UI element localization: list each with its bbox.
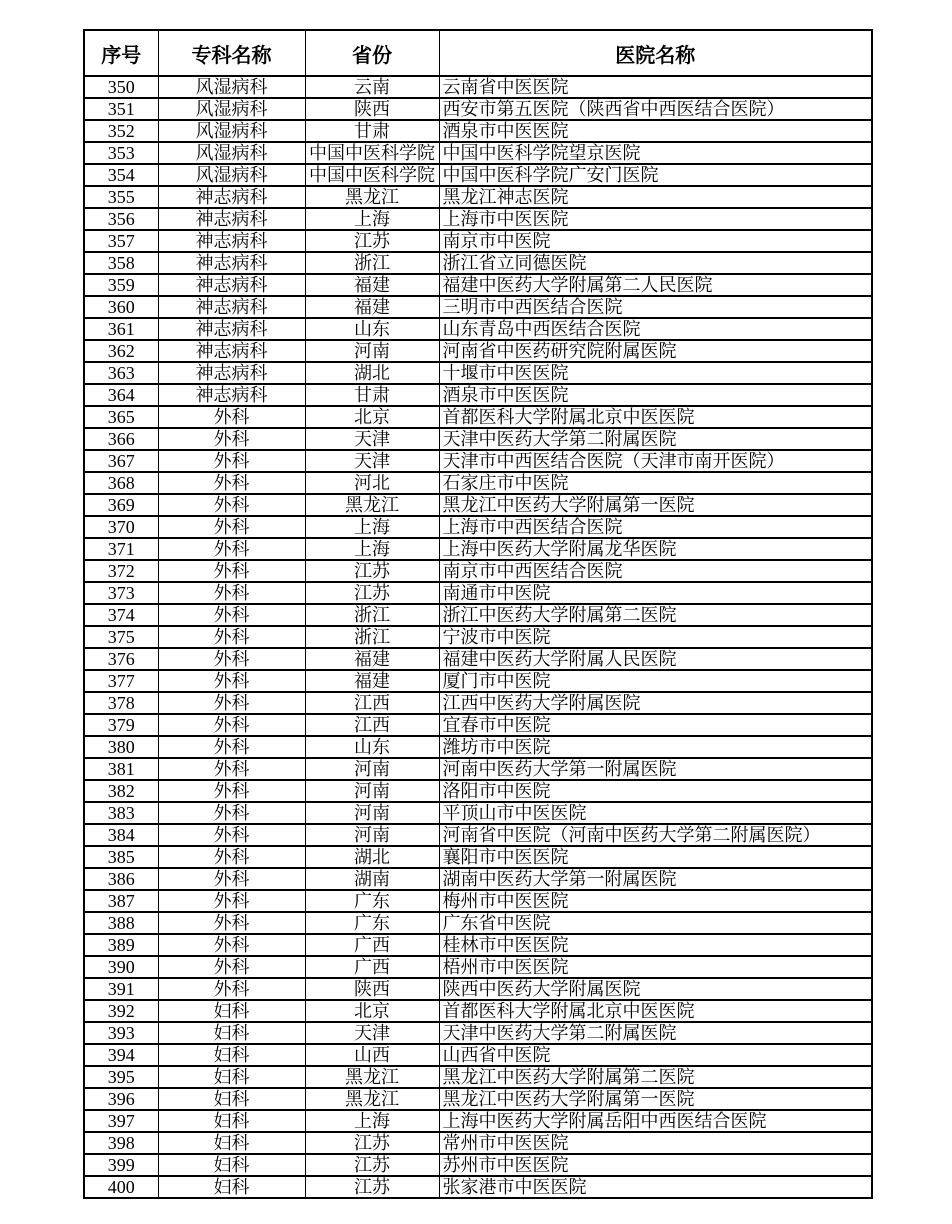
table-row bbox=[84, 318, 872, 340]
cell-specialty: 神志病科 bbox=[158, 340, 305, 362]
cell-hospital: 西安市第五医院（陕西省中西医结合医院） bbox=[439, 98, 872, 120]
cell-specialty: 外科 bbox=[158, 824, 305, 846]
cell-index: 360 bbox=[84, 296, 158, 318]
table-row bbox=[84, 494, 872, 516]
cell-province: 江苏 bbox=[305, 1176, 439, 1198]
cell-hospital: 南通市中医院 bbox=[439, 582, 872, 604]
cell-specialty: 外科 bbox=[158, 538, 305, 560]
table-row bbox=[84, 296, 872, 318]
table-row bbox=[84, 428, 872, 450]
cell-hospital: 宜春市中医院 bbox=[439, 714, 872, 736]
cell-province: 河南 bbox=[305, 802, 439, 824]
cell-province: 上海 bbox=[305, 208, 439, 230]
cell-hospital: 酒泉市中医医院 bbox=[439, 120, 872, 142]
cell-hospital: 石家庄市中医院 bbox=[439, 472, 872, 494]
table-row bbox=[84, 1154, 872, 1176]
table-row bbox=[84, 516, 872, 538]
cell-hospital: 云南省中医医院 bbox=[439, 76, 872, 98]
table-row bbox=[84, 714, 872, 736]
table-row bbox=[84, 230, 872, 252]
table-row bbox=[84, 142, 872, 164]
cell-province: 黑龙江 bbox=[305, 1088, 439, 1110]
table-row bbox=[84, 868, 872, 890]
cell-index: 375 bbox=[84, 626, 158, 648]
table-row bbox=[84, 406, 872, 428]
cell-province: 天津 bbox=[305, 450, 439, 472]
cell-hospital: 梧州市中医医院 bbox=[439, 956, 872, 978]
cell-hospital: 宁波市中医院 bbox=[439, 626, 872, 648]
cell-hospital: 苏州市中医医院 bbox=[439, 1154, 872, 1176]
cell-province: 湖北 bbox=[305, 362, 439, 384]
cell-specialty: 妇科 bbox=[158, 1110, 305, 1132]
table-row bbox=[84, 1110, 872, 1132]
cell-specialty: 外科 bbox=[158, 912, 305, 934]
cell-specialty: 外科 bbox=[158, 494, 305, 516]
table-row bbox=[84, 1022, 872, 1044]
cell-hospital: 厦门市中医院 bbox=[439, 670, 872, 692]
cell-province: 江西 bbox=[305, 714, 439, 736]
cell-province: 陕西 bbox=[305, 98, 439, 120]
cell-hospital: 黑龙江神志医院 bbox=[439, 186, 872, 208]
cell-province: 山东 bbox=[305, 736, 439, 758]
cell-index: 354 bbox=[84, 164, 158, 186]
cell-specialty: 外科 bbox=[158, 714, 305, 736]
hospital-list-table bbox=[83, 29, 873, 1199]
cell-province: 广东 bbox=[305, 890, 439, 912]
cell-hospital: 广东省中医院 bbox=[439, 912, 872, 934]
cell-hospital: 黑龙江中医药大学附属第一医院 bbox=[439, 494, 872, 516]
table-row bbox=[84, 934, 872, 956]
cell-index: 379 bbox=[84, 714, 158, 736]
table-row bbox=[84, 824, 872, 846]
cell-index: 350 bbox=[84, 76, 158, 98]
cell-province: 北京 bbox=[305, 1000, 439, 1022]
cell-province: 黑龙江 bbox=[305, 1066, 439, 1088]
cell-index: 355 bbox=[84, 186, 158, 208]
cell-index: 394 bbox=[84, 1044, 158, 1066]
cell-hospital: 天津市中西医结合医院（天津市南开医院） bbox=[439, 450, 872, 472]
cell-hospital: 中国中医科学院望京医院 bbox=[439, 142, 872, 164]
cell-specialty: 外科 bbox=[158, 846, 305, 868]
cell-specialty: 妇科 bbox=[158, 1044, 305, 1066]
cell-hospital: 黑龙江中医药大学附属第一医院 bbox=[439, 1088, 872, 1110]
cell-hospital: 平顶山市中医医院 bbox=[439, 802, 872, 824]
cell-hospital: 天津中医药大学第二附属医院 bbox=[439, 428, 872, 450]
cell-specialty: 神志病科 bbox=[158, 384, 305, 406]
cell-province: 湖南 bbox=[305, 868, 439, 890]
cell-hospital: 桂林市中医医院 bbox=[439, 934, 872, 956]
cell-province: 湖北 bbox=[305, 846, 439, 868]
cell-province: 中国中医科学院 bbox=[305, 142, 439, 164]
table-row bbox=[84, 538, 872, 560]
cell-index: 377 bbox=[84, 670, 158, 692]
cell-hospital: 上海中医药大学附属岳阳中西医结合医院 bbox=[439, 1110, 872, 1132]
cell-index: 362 bbox=[84, 340, 158, 362]
cell-index: 393 bbox=[84, 1022, 158, 1044]
cell-province: 黑龙江 bbox=[305, 186, 439, 208]
table-row bbox=[84, 340, 872, 362]
cell-hospital: 江西中医药大学附属医院 bbox=[439, 692, 872, 714]
cell-province: 甘肃 bbox=[305, 120, 439, 142]
cell-province: 福建 bbox=[305, 648, 439, 670]
table-row bbox=[84, 758, 872, 780]
cell-hospital: 张家港市中医医院 bbox=[439, 1176, 872, 1198]
table-row bbox=[84, 1132, 872, 1154]
cell-specialty: 妇科 bbox=[158, 1132, 305, 1154]
table-row bbox=[84, 120, 872, 142]
table-row bbox=[84, 626, 872, 648]
cell-province: 天津 bbox=[305, 428, 439, 450]
cell-province: 河南 bbox=[305, 824, 439, 846]
cell-index: 382 bbox=[84, 780, 158, 802]
cell-hospital: 福建中医药大学附属第二人民医院 bbox=[439, 274, 872, 296]
cell-specialty: 外科 bbox=[158, 956, 305, 978]
cell-specialty: 外科 bbox=[158, 736, 305, 758]
cell-hospital: 陕西中医药大学附属医院 bbox=[439, 978, 872, 1000]
header-province: 省份 bbox=[305, 30, 439, 76]
cell-index: 371 bbox=[84, 538, 158, 560]
cell-specialty: 外科 bbox=[158, 692, 305, 714]
cell-province: 广西 bbox=[305, 956, 439, 978]
cell-index: 374 bbox=[84, 604, 158, 626]
cell-index: 358 bbox=[84, 252, 158, 274]
cell-specialty: 神志病科 bbox=[158, 296, 305, 318]
cell-specialty: 外科 bbox=[158, 890, 305, 912]
cell-specialty: 妇科 bbox=[158, 1176, 305, 1198]
cell-hospital: 山东青岛中西医结合医院 bbox=[439, 318, 872, 340]
cell-hospital: 河南省中医院（河南中医药大学第二附属医院） bbox=[439, 824, 872, 846]
cell-specialty: 妇科 bbox=[158, 1154, 305, 1176]
table-row bbox=[84, 252, 872, 274]
cell-specialty: 外科 bbox=[158, 648, 305, 670]
cell-specialty: 外科 bbox=[158, 582, 305, 604]
cell-hospital: 洛阳市中医院 bbox=[439, 780, 872, 802]
cell-province: 上海 bbox=[305, 1110, 439, 1132]
table-row bbox=[84, 846, 872, 868]
cell-hospital: 南京市中西医结合医院 bbox=[439, 560, 872, 582]
table-row bbox=[84, 1066, 872, 1088]
cell-province: 河南 bbox=[305, 780, 439, 802]
cell-province: 云南 bbox=[305, 76, 439, 98]
cell-index: 390 bbox=[84, 956, 158, 978]
table-row bbox=[84, 890, 872, 912]
cell-index: 363 bbox=[84, 362, 158, 384]
cell-specialty: 神志病科 bbox=[158, 252, 305, 274]
cell-index: 352 bbox=[84, 120, 158, 142]
table-row bbox=[84, 648, 872, 670]
table-row bbox=[84, 186, 872, 208]
table-row bbox=[84, 164, 872, 186]
cell-specialty: 外科 bbox=[158, 802, 305, 824]
cell-index: 376 bbox=[84, 648, 158, 670]
table-row bbox=[84, 736, 872, 758]
table-row bbox=[84, 1000, 872, 1022]
table-row bbox=[84, 802, 872, 824]
cell-specialty: 外科 bbox=[158, 472, 305, 494]
cell-hospital: 黑龙江中医药大学附属第二医院 bbox=[439, 1066, 872, 1088]
cell-index: 369 bbox=[84, 494, 158, 516]
cell-specialty: 风湿病科 bbox=[158, 98, 305, 120]
cell-index: 385 bbox=[84, 846, 158, 868]
cell-index: 370 bbox=[84, 516, 158, 538]
cell-hospital: 首都医科大学附属北京中医医院 bbox=[439, 1000, 872, 1022]
table-row bbox=[84, 956, 872, 978]
cell-specialty: 风湿病科 bbox=[158, 164, 305, 186]
cell-specialty: 神志病科 bbox=[158, 318, 305, 340]
table-row bbox=[84, 208, 872, 230]
cell-specialty: 神志病科 bbox=[158, 362, 305, 384]
cell-province: 河南 bbox=[305, 758, 439, 780]
cell-specialty: 外科 bbox=[158, 428, 305, 450]
cell-index: 380 bbox=[84, 736, 158, 758]
cell-index: 351 bbox=[84, 98, 158, 120]
cell-specialty: 妇科 bbox=[158, 1066, 305, 1088]
table-row bbox=[84, 912, 872, 934]
cell-hospital: 常州市中医医院 bbox=[439, 1132, 872, 1154]
table-row bbox=[84, 1044, 872, 1066]
cell-hospital: 上海中医药大学附属龙华医院 bbox=[439, 538, 872, 560]
table-row bbox=[84, 1088, 872, 1110]
cell-hospital: 浙江中医药大学附属第二医院 bbox=[439, 604, 872, 626]
table-row bbox=[84, 582, 872, 604]
table-row bbox=[84, 472, 872, 494]
cell-hospital: 上海市中西医结合医院 bbox=[439, 516, 872, 538]
cell-province: 福建 bbox=[305, 274, 439, 296]
cell-specialty: 妇科 bbox=[158, 1088, 305, 1110]
cell-index: 361 bbox=[84, 318, 158, 340]
cell-specialty: 神志病科 bbox=[158, 208, 305, 230]
cell-province: 江苏 bbox=[305, 582, 439, 604]
cell-specialty: 外科 bbox=[158, 626, 305, 648]
table-body bbox=[84, 76, 872, 1198]
cell-province: 河北 bbox=[305, 472, 439, 494]
cell-index: 387 bbox=[84, 890, 158, 912]
table-row bbox=[84, 450, 872, 472]
cell-hospital: 潍坊市中医院 bbox=[439, 736, 872, 758]
cell-hospital: 襄阳市中医医院 bbox=[439, 846, 872, 868]
cell-index: 366 bbox=[84, 428, 158, 450]
cell-index: 392 bbox=[84, 1000, 158, 1022]
cell-specialty: 外科 bbox=[158, 934, 305, 956]
cell-index: 364 bbox=[84, 384, 158, 406]
cell-province: 浙江 bbox=[305, 252, 439, 274]
cell-index: 353 bbox=[84, 142, 158, 164]
cell-province: 江西 bbox=[305, 692, 439, 714]
table-row bbox=[84, 98, 872, 120]
cell-index: 378 bbox=[84, 692, 158, 714]
cell-hospital: 酒泉市中医医院 bbox=[439, 384, 872, 406]
table-row bbox=[84, 560, 872, 582]
cell-province: 上海 bbox=[305, 516, 439, 538]
cell-index: 386 bbox=[84, 868, 158, 890]
cell-index: 372 bbox=[84, 560, 158, 582]
cell-specialty: 外科 bbox=[158, 868, 305, 890]
table-row bbox=[84, 604, 872, 626]
cell-province: 山西 bbox=[305, 1044, 439, 1066]
header-specialty: 专科名称 bbox=[158, 30, 305, 76]
cell-index: 368 bbox=[84, 472, 158, 494]
cell-index: 384 bbox=[84, 824, 158, 846]
cell-index: 400 bbox=[84, 1176, 158, 1198]
cell-hospital: 上海市中医医院 bbox=[439, 208, 872, 230]
cell-specialty: 神志病科 bbox=[158, 186, 305, 208]
cell-index: 398 bbox=[84, 1132, 158, 1154]
cell-hospital: 河南中医药大学第一附属医院 bbox=[439, 758, 872, 780]
cell-province: 广西 bbox=[305, 934, 439, 956]
cell-hospital: 河南省中医药研究院附属医院 bbox=[439, 340, 872, 362]
cell-index: 391 bbox=[84, 978, 158, 1000]
cell-index: 373 bbox=[84, 582, 158, 604]
cell-hospital: 天津中医药大学第二附属医院 bbox=[439, 1022, 872, 1044]
cell-index: 365 bbox=[84, 406, 158, 428]
cell-province: 福建 bbox=[305, 296, 439, 318]
cell-province: 上海 bbox=[305, 538, 439, 560]
cell-province: 天津 bbox=[305, 1022, 439, 1044]
cell-hospital: 福建中医药大学附属人民医院 bbox=[439, 648, 872, 670]
cell-hospital: 浙江省立同德医院 bbox=[439, 252, 872, 274]
table-row bbox=[84, 76, 872, 98]
cell-hospital: 中国中医科学院广安门医院 bbox=[439, 164, 872, 186]
cell-province: 福建 bbox=[305, 670, 439, 692]
header-index: 序号 bbox=[84, 30, 158, 76]
cell-hospital: 山西省中医院 bbox=[439, 1044, 872, 1066]
table-row bbox=[84, 978, 872, 1000]
cell-specialty: 外科 bbox=[158, 780, 305, 802]
table-row bbox=[84, 670, 872, 692]
table-row bbox=[84, 780, 872, 802]
cell-specialty: 外科 bbox=[158, 560, 305, 582]
cell-index: 383 bbox=[84, 802, 158, 824]
cell-specialty: 神志病科 bbox=[158, 230, 305, 252]
cell-specialty: 风湿病科 bbox=[158, 142, 305, 164]
cell-index: 396 bbox=[84, 1088, 158, 1110]
cell-province: 山东 bbox=[305, 318, 439, 340]
table-row bbox=[84, 1176, 872, 1198]
cell-specialty: 外科 bbox=[158, 406, 305, 428]
cell-hospital: 湖南中医药大学第一附属医院 bbox=[439, 868, 872, 890]
cell-specialty: 妇科 bbox=[158, 1022, 305, 1044]
cell-specialty: 外科 bbox=[158, 758, 305, 780]
cell-specialty: 外科 bbox=[158, 670, 305, 692]
cell-specialty: 外科 bbox=[158, 604, 305, 626]
cell-province: 江苏 bbox=[305, 560, 439, 582]
cell-index: 395 bbox=[84, 1066, 158, 1088]
cell-index: 357 bbox=[84, 230, 158, 252]
table-row bbox=[84, 384, 872, 406]
cell-index: 399 bbox=[84, 1154, 158, 1176]
cell-specialty: 风湿病科 bbox=[158, 120, 305, 142]
cell-province: 江苏 bbox=[305, 1132, 439, 1154]
cell-hospital: 南京市中医院 bbox=[439, 230, 872, 252]
cell-specialty: 外科 bbox=[158, 978, 305, 1000]
table-row bbox=[84, 692, 872, 714]
cell-index: 388 bbox=[84, 912, 158, 934]
cell-specialty: 外科 bbox=[158, 450, 305, 472]
cell-province: 河南 bbox=[305, 340, 439, 362]
table-row bbox=[84, 362, 872, 384]
cell-specialty: 妇科 bbox=[158, 1000, 305, 1022]
cell-province: 江苏 bbox=[305, 1154, 439, 1176]
cell-index: 356 bbox=[84, 208, 158, 230]
cell-specialty: 神志病科 bbox=[158, 274, 305, 296]
cell-index: 389 bbox=[84, 934, 158, 956]
cell-index: 381 bbox=[84, 758, 158, 780]
table-row bbox=[84, 274, 872, 296]
cell-province: 黑龙江 bbox=[305, 494, 439, 516]
cell-province: 浙江 bbox=[305, 626, 439, 648]
header-hospital: 医院名称 bbox=[439, 30, 872, 76]
cell-hospital: 三明市中西医结合医院 bbox=[439, 296, 872, 318]
cell-province: 中国中医科学院 bbox=[305, 164, 439, 186]
cell-province: 甘肃 bbox=[305, 384, 439, 406]
cell-specialty: 外科 bbox=[158, 516, 305, 538]
cell-hospital: 十堰市中医医院 bbox=[439, 362, 872, 384]
cell-index: 359 bbox=[84, 274, 158, 296]
cell-index: 397 bbox=[84, 1110, 158, 1132]
header-row bbox=[84, 30, 872, 76]
cell-province: 浙江 bbox=[305, 604, 439, 626]
cell-province: 江苏 bbox=[305, 230, 439, 252]
cell-specialty: 风湿病科 bbox=[158, 76, 305, 98]
cell-index: 367 bbox=[84, 450, 158, 472]
cell-province: 陕西 bbox=[305, 978, 439, 1000]
cell-province: 北京 bbox=[305, 406, 439, 428]
cell-hospital: 梅州市中医医院 bbox=[439, 890, 872, 912]
cell-hospital: 首都医科大学附属北京中医医院 bbox=[439, 406, 872, 428]
cell-province: 广东 bbox=[305, 912, 439, 934]
